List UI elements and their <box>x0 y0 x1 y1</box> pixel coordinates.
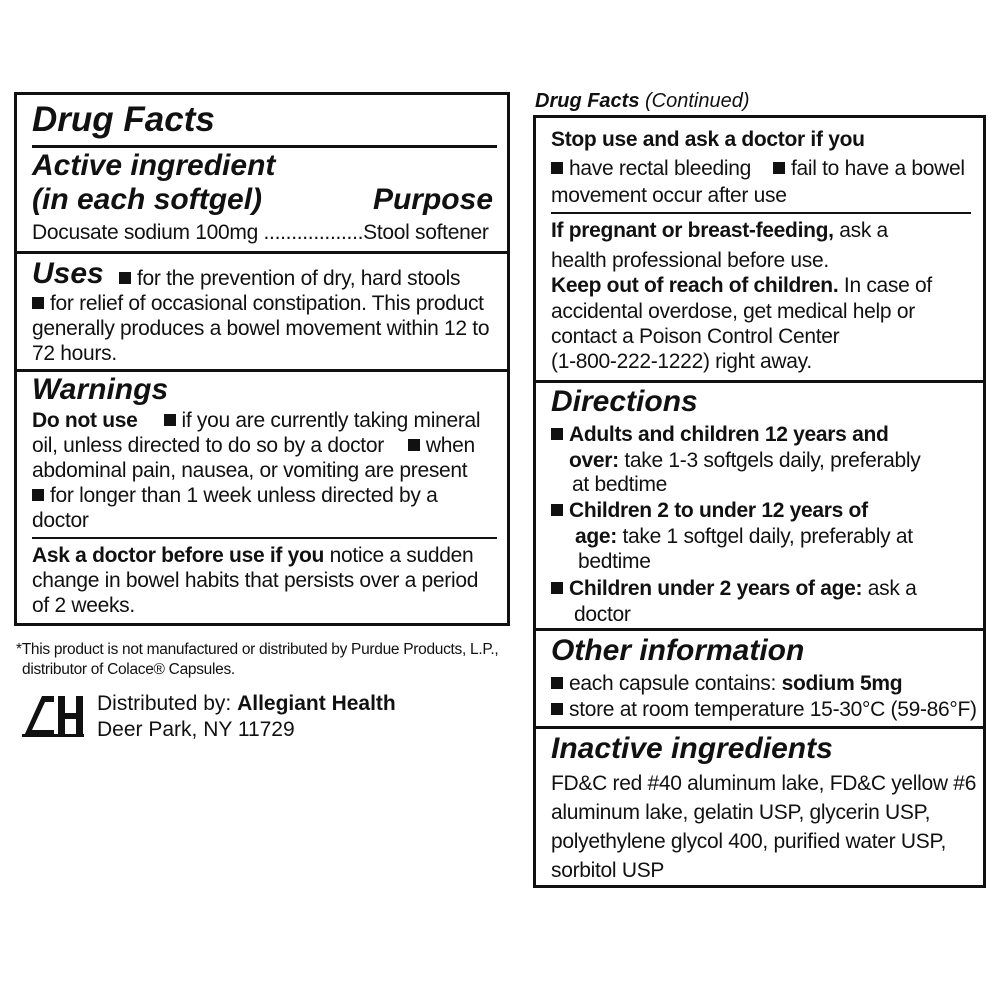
uses-item-2 <box>32 291 484 316</box>
bullet-icon <box>32 297 44 309</box>
ask-doctor-rest: notice a sudden <box>324 544 474 567</box>
ask-doctor-bold: Ask a doctor before use if you <box>32 544 325 567</box>
other-info-section-border <box>536 628 983 631</box>
directions-item-3-rest: ask a <box>862 577 917 600</box>
uses-section-border <box>17 251 507 254</box>
ask-doctor-line-2: change in bowel habits that persists over a period <box>32 569 479 592</box>
directions-item-2-line-2 <box>575 524 913 549</box>
warnings-line-4 <box>32 483 438 508</box>
directions-item-1-bold: Adults and children 12 years and <box>569 423 889 446</box>
keep-out-bold: Keep out of reach of children. <box>551 274 839 297</box>
warnings-line-5: doctor <box>32 509 89 532</box>
bullet-icon <box>551 162 563 174</box>
directions-item-2-bold2: age: <box>575 525 617 548</box>
active-ingredient-heading: Active ingredient <box>32 149 276 182</box>
distributor-name: Allegiant Health <box>237 692 396 715</box>
warnings-line-2b: when <box>425 434 475 457</box>
continued-title-bold: Drug Facts <box>535 90 640 112</box>
other-info-item-2-text: store at room temperature 15-30°C (59-86°F) <box>569 698 977 721</box>
bullet-icon <box>119 272 131 284</box>
directions-item-3-line-2: doctor <box>574 603 631 626</box>
stop-use-item-2: fail to have a bowel <box>790 157 965 180</box>
directions-item-2-line-3: bedtime <box>578 550 651 573</box>
distributor-line <box>97 692 396 716</box>
keep-out-line <box>551 273 932 298</box>
ask-doctor-line-3: of 2 weeks. <box>32 594 135 617</box>
warnings-line-3: abdominal pain, nausea, or vomiting are present <box>32 459 468 482</box>
inactive-line-3: polyethylene glycol 400, purified water USP, <box>551 830 946 853</box>
allegiant-health-logo <box>20 690 86 740</box>
warnings-line-4-text: for longer than 1 week unless directed by a <box>50 484 438 507</box>
right-drug-facts-panel <box>533 115 986 888</box>
pregnant-line-4: accidental overdose, get medical help or <box>551 300 915 323</box>
stop-use-item-1: have rectal bleeding <box>569 157 751 180</box>
footnote-line-2: distributor of Colace® Capsules. <box>22 661 235 678</box>
pregnant-rest: ask a <box>833 219 888 242</box>
directions-item-1 <box>551 422 889 447</box>
bullet-icon <box>773 162 785 174</box>
inactive-line-1: FD&C red #40 aluminum lake, FD&C yellow #6 <box>551 772 977 795</box>
bullet-icon <box>32 489 44 501</box>
directions-item-2-bold: Children 2 to under 12 years of <box>569 499 868 522</box>
directions-item-1-line-2 <box>569 448 921 473</box>
active-ingredient-subheading: (in each softgel) <box>32 183 263 216</box>
directions-item-1-line-3: at bedtime <box>572 473 668 496</box>
bullet-icon <box>551 504 563 516</box>
bullet-icon <box>551 677 563 689</box>
distributor-city: Deer Park, NY 11729 <box>97 718 295 741</box>
other-info-item-1-text: each capsule contains: <box>569 672 782 695</box>
uses-item-2-text: for relief of occasional constipation. This product <box>50 292 484 315</box>
bullet-icon <box>551 428 563 440</box>
pregnant-line-1 <box>551 218 888 243</box>
other-info-item-1 <box>551 671 902 696</box>
directions-item-3-bold: Children under 2 years of age: <box>569 577 863 600</box>
warnings-line-2 <box>32 433 475 458</box>
uses-line-4: 72 hours. <box>32 342 117 365</box>
directions-item-1-bold2: over: <box>569 449 619 472</box>
directions-heading: Directions <box>551 385 698 418</box>
stop-use-heading: Stop use and ask a doctor if you <box>551 128 865 151</box>
directions-item-2-rest: take 1 softgel daily, preferably at <box>616 525 913 548</box>
warnings-line-2a: oil, unless directed to do so by a doctor <box>32 434 384 457</box>
distributed-by-label: Distributed by: <box>97 692 238 715</box>
directions-section-border <box>536 380 983 383</box>
inactive-heading: Inactive ingredients <box>551 732 833 765</box>
inactive-line-2: aluminum lake, gelatin USP, glycerin USP, <box>551 801 931 824</box>
footnote-line-1: *This product is not manufactured or distributed by Purdue Products, L.P., <box>16 641 499 658</box>
inactive-section-border <box>536 726 983 729</box>
purpose-heading: Purpose <box>372 183 493 216</box>
ingredient-line: Docusate sodium 100mg ..................Stool softener <box>32 221 489 244</box>
other-info-item-1-bold: sodium 5mg <box>781 672 903 695</box>
allegiant-health-logo-icon <box>20 690 86 740</box>
inactive-line-4: sorbitol USP <box>551 859 665 882</box>
left-drug-facts-panel <box>14 92 510 626</box>
uses-item-1 <box>119 266 460 291</box>
other-info-heading: Other information <box>551 634 805 667</box>
bullet-icon <box>164 414 176 426</box>
bullet-icon <box>551 582 563 594</box>
stop-use-line-2: movement occur after use <box>551 184 787 207</box>
uses-heading: Uses <box>32 257 104 290</box>
bullet-icon <box>408 439 420 451</box>
directions-item-1-rest: take 1-3 softgels daily, preferably <box>618 449 921 472</box>
directions-item-3 <box>551 576 916 601</box>
other-info-item-2 <box>551 697 977 722</box>
pregnant-line-2: health professional before use. <box>551 249 829 272</box>
uses-item-1-text: for the prevention of dry, hard stools <box>137 267 461 290</box>
pregnant-line-6: (1-800-222-1222) right away. <box>551 350 812 373</box>
pregnant-bold: If pregnant or breast-feeding, <box>551 219 834 242</box>
continued-title <box>535 90 750 113</box>
do-not-use-label: Do not use <box>32 409 138 432</box>
pregnant-line-5: contact a Poison Control Center <box>551 325 840 348</box>
continued-suffix: (Continued) <box>639 90 750 112</box>
do-not-use-item-1: if you are currently taking mineral <box>181 409 481 432</box>
ask-doctor-line-1 <box>32 543 473 568</box>
stop-use-items <box>551 156 965 181</box>
warnings-heading: Warnings <box>32 373 169 406</box>
warnings-section-border <box>17 369 507 372</box>
ask-doctor-divider <box>32 537 497 539</box>
title-divider <box>32 145 497 148</box>
warnings-do-not-use <box>32 408 480 433</box>
bullet-icon <box>551 703 563 715</box>
keep-out-rest: In case of <box>838 274 932 297</box>
uses-line-3: generally produces a bowel movement within 12 to <box>32 317 490 340</box>
pregnant-divider <box>551 212 971 214</box>
directions-item-2 <box>551 498 868 523</box>
drug-facts-title: Drug Facts <box>32 100 215 139</box>
